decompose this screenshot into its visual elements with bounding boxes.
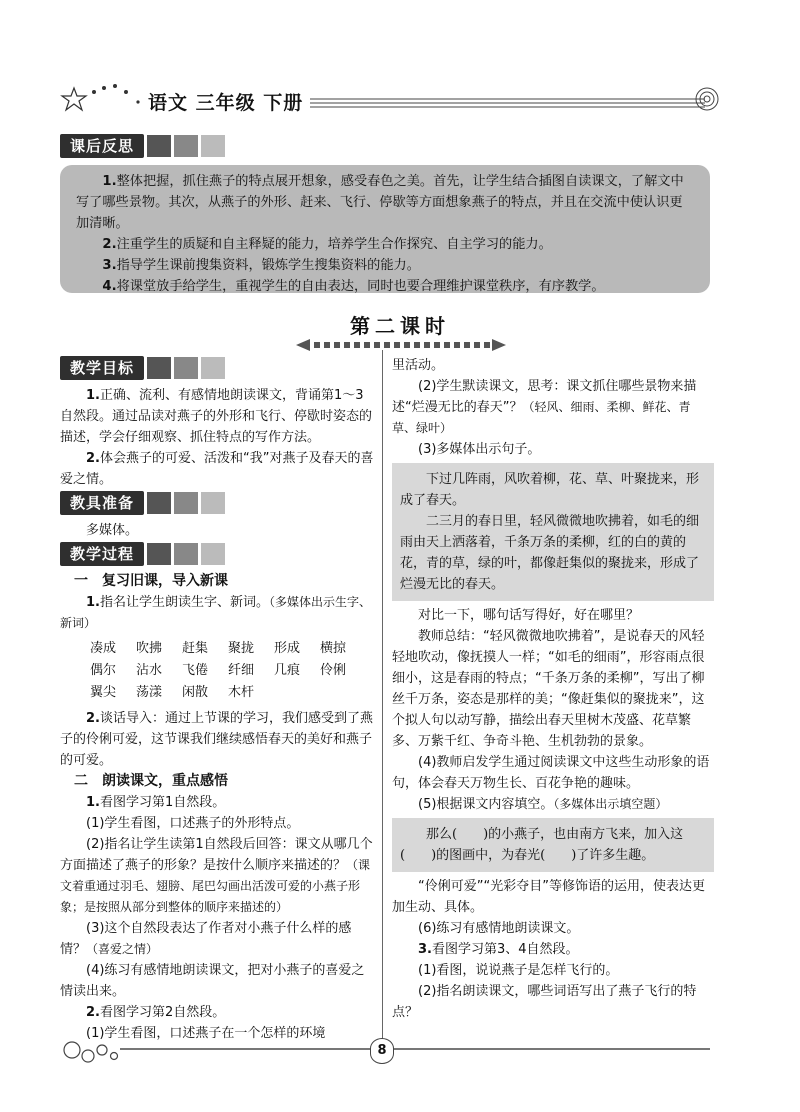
quote-sentence: 下过几阵雨，风吹着柳，花、草、叶聚拢来，形成了春天。 bbox=[400, 472, 700, 508]
footer-rule bbox=[120, 1048, 710, 1050]
step-text bbox=[60, 592, 374, 634]
vocab-row bbox=[90, 638, 374, 660]
item-num: 1. bbox=[102, 174, 117, 189]
item-note: （课文着重通过羽毛、翅膀、尾巴勾画出活泼可爱的小燕子形象；是按照从部分到整体的顺序来描述的） bbox=[60, 858, 371, 914]
reflect-box bbox=[60, 165, 710, 293]
label-square bbox=[174, 543, 198, 565]
item-num: 2. bbox=[86, 451, 100, 466]
reflect-label-text: 课后反思 bbox=[60, 134, 144, 158]
process-label-row bbox=[60, 543, 374, 569]
tools-label-row bbox=[60, 492, 374, 518]
item-num: 2. bbox=[102, 237, 117, 252]
label-square bbox=[147, 492, 171, 514]
item-text: 指导学生课前搜集资料，锻炼学生搜集资料的能力。 bbox=[116, 258, 420, 273]
item-text: 看图学习第2自然段。 bbox=[99, 1005, 226, 1020]
label-square bbox=[174, 357, 198, 379]
item-note: （多媒体出示生字、新词） bbox=[60, 595, 372, 630]
item-text: (2)指名让学生读第1自然段后回答：课文从哪几个方面描述了燕子的形象？是按什么顺序来描述的？ bbox=[60, 837, 373, 873]
step-text: (4)练习有感情地朗读课文，把对小燕子的喜爱之情读出来。 bbox=[60, 963, 365, 999]
column-divider bbox=[382, 350, 383, 1040]
vocab-word: 纤细 bbox=[228, 663, 255, 678]
goal-item bbox=[60, 448, 374, 490]
label-square bbox=[147, 135, 171, 157]
vocab-word: 凑成 bbox=[90, 641, 117, 656]
page-header bbox=[60, 82, 720, 122]
step-text bbox=[392, 794, 714, 815]
step-text: (6)练习有感情地朗读课文。 bbox=[418, 921, 580, 936]
quote-box bbox=[392, 463, 714, 601]
fill-sentence: 那么( )的小燕子，也由南方飞来，加入这( )的图画中，为春光( )了许多生趣。 bbox=[400, 827, 684, 863]
label-square bbox=[201, 357, 225, 379]
item-num: 2. bbox=[86, 711, 100, 726]
vocab-list bbox=[60, 634, 374, 708]
vocab-word: 闲散 bbox=[182, 685, 209, 700]
fill-box bbox=[392, 818, 714, 872]
tools-label-text: 教具准备 bbox=[60, 491, 144, 515]
process-label-text: 教学过程 bbox=[60, 542, 144, 566]
vocab-word: 荡漾 bbox=[136, 685, 163, 700]
item-text: 谈话导入：通过上节课的学习，我们感受到了燕子的伶俐可爱，这节课我们继续感悟春天的美好和燕子的可爱。 bbox=[60, 711, 373, 768]
item-text: 将课堂放手给学生，重视学生的自由表达，同时也要合理维护课堂秩序，有序教学。 bbox=[116, 279, 605, 294]
title-decoration bbox=[296, 338, 506, 352]
step-text: 教师总结：“轻风微微地吹拂着”，是说春天的风轻轻地吹动，像抚摸人一样；“如毛的细雨”，形容雨点很细小，这是春雨的特点；“千条万条的柔柳”，写出了柳丝千万条，姿态是那样的美；“像赶集似的聚拢来”，这个拟人句以动写静，描绘出春天里树木茂盛、花草繁多、万紫千红、争奇斗艳、生机勃勃的景象。 bbox=[392, 629, 705, 749]
lesson-title: 第二课时 bbox=[350, 314, 450, 338]
goals-label-text: 教学目标 bbox=[60, 356, 144, 380]
item-text: 正确、流利、有感情地朗读课文，背诵第1～3自然段。通过品读对燕子的外形和飞行、停歇时姿态的描述，学会仔细观察、抓住特点的写作方法。 bbox=[60, 388, 373, 445]
step-text: (3)多媒体出示句子。 bbox=[418, 442, 541, 457]
vocab-word: 飞倦 bbox=[182, 663, 209, 678]
vocab-row bbox=[90, 682, 374, 704]
circles-icon bbox=[60, 1036, 130, 1070]
step-text bbox=[60, 1002, 374, 1023]
tools-text: 多媒体。 bbox=[86, 523, 139, 538]
reflect-item bbox=[76, 234, 694, 255]
step-text bbox=[60, 708, 374, 771]
item-note: （轻风、细雨、柔柳、鲜花、青草、绿叶） bbox=[392, 400, 691, 435]
label-square bbox=[174, 492, 198, 514]
step-text bbox=[60, 918, 374, 960]
label-square bbox=[201, 543, 225, 565]
header-title: 语文 三年级 下册 bbox=[148, 92, 304, 114]
step-text: (4)教师启发学生通过阅读课文中这些生动形象的语句，体会春天万物生长、百花争艳的趣味。 bbox=[392, 755, 710, 791]
step-text: (1)学生看图，口述燕子的外形特点。 bbox=[86, 816, 300, 831]
vocab-word: 木杆 bbox=[228, 685, 255, 700]
label-square bbox=[147, 357, 171, 379]
item-note: （多媒体出示填空题） bbox=[553, 797, 668, 811]
step-text bbox=[392, 939, 714, 960]
step-text bbox=[60, 792, 374, 813]
vocab-word: 沾水 bbox=[136, 663, 163, 678]
item-num: 3. bbox=[418, 942, 432, 957]
item-text: (3)这个自然段表达了作者对小燕子什么样的感情？ bbox=[60, 921, 352, 957]
quote-sentence: 二三月的春日里，轻风微微地吹拂着，如毛的细雨由天上洒落着，千条万条的柔柳，红的白的黄的花，青的草，绿的叶，都像赶集似的聚拢来，形成了烂漫无比的春天。 bbox=[400, 514, 700, 592]
item-text: (5)根据课文内容填空。 bbox=[418, 797, 554, 812]
step-text: 里活动。 bbox=[392, 358, 445, 373]
vocab-word: 吹拂 bbox=[136, 641, 163, 656]
item-num: 2. bbox=[86, 1005, 100, 1020]
vocab-word: 赶集 bbox=[182, 641, 209, 656]
item-text: 体会燕子的可爱、活泼和“我”对燕子及春天的喜爱之情。 bbox=[60, 451, 374, 487]
step-text: “伶俐可爱”“光彩夺目”等修饰语的运用，使表达更加生动、具体。 bbox=[392, 879, 705, 915]
item-note: （喜爱之情） bbox=[86, 942, 159, 956]
step-text: (2)指名朗读课文，哪些词语写出了燕子飞行的特点？ bbox=[392, 984, 697, 1020]
item-text: 整体把握，抓住燕子的特点展开想象，感受春色之美。首先，让学生结合插图自读课文，了解文中写了哪些景物。其次，从燕子的外形、赶来、飞行、停歇等方面想象燕子的特点，并且在交流中使认识更加清晰。 bbox=[76, 174, 684, 231]
page-footer bbox=[60, 1036, 710, 1076]
goals-label-row bbox=[60, 357, 374, 383]
label-square bbox=[201, 492, 225, 514]
item-num: 1. bbox=[86, 795, 100, 810]
reflect-item bbox=[76, 276, 694, 297]
item-text: 注重学生的质疑和自主释疑的能力，培养学生合作探究、自主学习的能力。 bbox=[116, 237, 552, 252]
item-num: 4. bbox=[102, 279, 117, 294]
item-text: (2)学生默读课文，思考：课文抓住哪些景物来描述“烂漫无比的春天”？ bbox=[392, 379, 697, 415]
process-label bbox=[60, 543, 374, 565]
vocab-word: 伶俐 bbox=[320, 663, 347, 678]
header-rule bbox=[310, 96, 705, 110]
vocab-word: 翼尖 bbox=[90, 685, 117, 700]
spiral-icon bbox=[694, 86, 720, 112]
label-square bbox=[147, 543, 171, 565]
page-number: 8 bbox=[370, 1038, 394, 1064]
item-num: 1. bbox=[86, 388, 100, 403]
right-column bbox=[392, 355, 714, 1023]
vocab-word: 形成 bbox=[274, 641, 301, 656]
vocab-word: 偶尔 bbox=[90, 663, 117, 678]
item-text: 看图学习第3、4自然段。 bbox=[431, 942, 579, 957]
reflect-item bbox=[76, 255, 694, 276]
part2-heading: 二 朗读课文，重点感悟 bbox=[74, 773, 228, 789]
vocab-word: 几痕 bbox=[274, 663, 301, 678]
label-square bbox=[174, 135, 198, 157]
reflect-item bbox=[76, 171, 694, 234]
item-num: 3. bbox=[102, 258, 117, 273]
step-text bbox=[392, 376, 714, 439]
label-square bbox=[201, 135, 225, 157]
vocab-row bbox=[90, 660, 374, 682]
goals-label bbox=[60, 357, 374, 379]
stars-icon bbox=[60, 82, 150, 118]
item-text: 指名让学生朗读生字、新词。 bbox=[99, 595, 269, 610]
item-text: 看图学习第1自然段。 bbox=[99, 795, 226, 810]
part1-heading: 一 复习旧课，导入新课 bbox=[74, 573, 228, 589]
vocab-word: 聚拢 bbox=[228, 641, 255, 656]
step-text bbox=[60, 834, 374, 918]
step-text: (1)学生看图，口述燕子在一个怎样的环境 bbox=[86, 1026, 326, 1041]
tools-label bbox=[60, 492, 374, 514]
step-text: (1)看图，说说燕子是怎样飞行的。 bbox=[418, 963, 619, 978]
left-column bbox=[60, 355, 374, 1044]
goal-item bbox=[60, 385, 374, 448]
vocab-word: 横掠 bbox=[320, 641, 347, 656]
reflect-label bbox=[60, 135, 225, 157]
item-num: 1. bbox=[86, 595, 100, 610]
step-text: 对比一下，哪句话写得好，好在哪里？ bbox=[418, 608, 640, 623]
